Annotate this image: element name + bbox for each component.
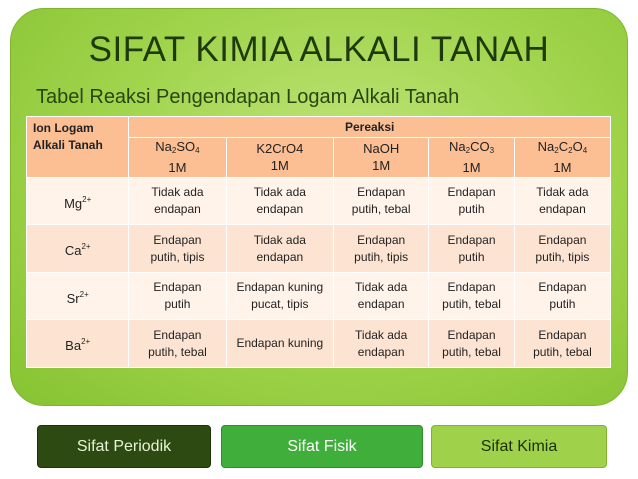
- result-text: Endapan: [538, 280, 587, 295]
- result-cell: [429, 272, 515, 320]
- reagent-header: [334, 138, 429, 177]
- ion-charge: 2+: [81, 337, 91, 347]
- result-text: Endapan: [538, 327, 587, 342]
- result-text: putih, tebal: [148, 344, 207, 359]
- reagent-header: [129, 138, 226, 177]
- result-text: Endapan: [447, 280, 496, 295]
- table-row: [27, 177, 611, 225]
- result-text: endapan: [154, 202, 201, 216]
- result-cell: [334, 320, 429, 368]
- result-text: Endapan: [538, 232, 587, 247]
- ion-header-line2: Alkali Tanah: [33, 138, 103, 152]
- reagent-conc: 1M: [553, 160, 572, 176]
- result-text: Endapan: [447, 185, 496, 199]
- result-text: putih: [549, 297, 576, 312]
- result-text: putih: [164, 297, 191, 312]
- result-cell: [514, 177, 610, 225]
- nav-sifat-periodik-button[interactable]: Sifat Periodik: [37, 425, 211, 468]
- table-subtitle: Tabel Reaksi Pengendapan Logam Alkali Tanah: [36, 86, 460, 108]
- reagent-formula: $Na_2C_2O_4$: [537, 139, 588, 156]
- result-text: Tidak ada: [253, 232, 306, 247]
- ion-cell: [27, 225, 129, 273]
- result-text: putih, tipis: [535, 249, 590, 264]
- result-text: endapan: [256, 202, 304, 216]
- result-text: Endapan: [153, 280, 202, 295]
- result-text: putih, tebal: [442, 344, 501, 359]
- result-text: endapan: [357, 297, 405, 312]
- reagent-header: [514, 138, 610, 177]
- table-row: [27, 225, 611, 273]
- result-text: Endapan kuning: [236, 280, 324, 295]
- reagent-formula: $Na_2CO_3$: [449, 139, 495, 156]
- pereaksi-header: Pereaksi: [129, 117, 611, 138]
- table-row: [27, 272, 611, 320]
- reagent-conc: 1M: [168, 160, 187, 176]
- result-text: Tidak ada: [355, 280, 408, 295]
- reagent-formula: K2CrO4: [256, 141, 304, 157]
- reagent-formula: $Na_2SO_4$: [155, 139, 200, 156]
- result-cell: [226, 225, 334, 273]
- result-text: putih: [458, 202, 485, 216]
- nav-sifat-kimia-button[interactable]: Sifat Kimia: [431, 425, 607, 468]
- result-cell: [129, 272, 226, 320]
- result-cell: [429, 177, 515, 225]
- ion-cell: [27, 320, 129, 368]
- page-title: SIFAT KIMIA ALKALI TANAH: [88, 30, 550, 69]
- result-text: Tidak ada: [536, 185, 589, 199]
- ion-header: [27, 117, 129, 178]
- reagent-conc: 1M: [372, 158, 391, 174]
- ion-cell: [27, 177, 129, 225]
- nav-sifat-fisik-button[interactable]: Sifat Fisik: [221, 425, 423, 468]
- result-text: putih, tipis: [354, 249, 409, 264]
- result-text: Endapan: [153, 232, 202, 247]
- reagent-conc: 1M: [462, 160, 481, 176]
- result-text: Endapan: [357, 185, 406, 199]
- result-cell: [129, 225, 226, 273]
- result-text: Endapan kuning: [236, 336, 324, 351]
- result-text: Tidak ada: [355, 327, 408, 342]
- result-text: putih, tipis: [150, 249, 205, 264]
- result-text: putih, tebal: [533, 344, 592, 359]
- result-cell: [429, 320, 515, 368]
- ion-symbol: Ba: [65, 338, 82, 354]
- result-cell: [429, 225, 515, 273]
- result-cell: [514, 225, 610, 273]
- reagent-header: [429, 138, 515, 177]
- result-cell: [129, 177, 226, 225]
- ion-charge: 2+: [82, 194, 92, 204]
- ion-symbol: Ca: [64, 243, 82, 259]
- result-text: putih, tebal: [351, 202, 411, 216]
- ion-cell: [27, 272, 129, 320]
- result-text: Endapan: [447, 327, 496, 342]
- result-cell: [334, 177, 429, 225]
- result-text: Endapan: [357, 232, 406, 247]
- ion-charge: 2+: [79, 289, 89, 299]
- result-text: putih, tebal: [442, 297, 501, 312]
- ion-charge: 2+: [81, 242, 91, 252]
- result-cell: [334, 272, 429, 320]
- ion-header-line1: Ion Logam: [33, 121, 94, 135]
- result-text: Tidak ada: [253, 185, 306, 199]
- ion-symbol: Mg: [64, 195, 83, 211]
- result-cell: [514, 320, 610, 368]
- result-text: Endapan: [447, 232, 496, 247]
- reaction-table: [26, 116, 611, 368]
- result-cell: [334, 225, 429, 273]
- ion-symbol: Sr: [66, 290, 80, 306]
- reagent-conc: 1M: [270, 158, 289, 174]
- result-text: endapan: [256, 249, 304, 264]
- table-row: [27, 320, 611, 368]
- reagent-header: [226, 138, 334, 177]
- result-text: Tidak ada: [151, 185, 204, 199]
- result-text: endapan: [539, 202, 586, 216]
- result-text: Endapan: [153, 327, 202, 342]
- result-cell: [226, 272, 334, 320]
- result-cell: [226, 177, 334, 225]
- result-cell: [226, 320, 334, 368]
- result-cell: [129, 320, 226, 368]
- result-cell: [514, 272, 610, 320]
- result-text: pucat, tipis: [251, 297, 309, 312]
- result-text: putih: [458, 249, 485, 264]
- reagent-formula: NaOH: [363, 141, 400, 157]
- result-text: endapan: [357, 344, 405, 359]
